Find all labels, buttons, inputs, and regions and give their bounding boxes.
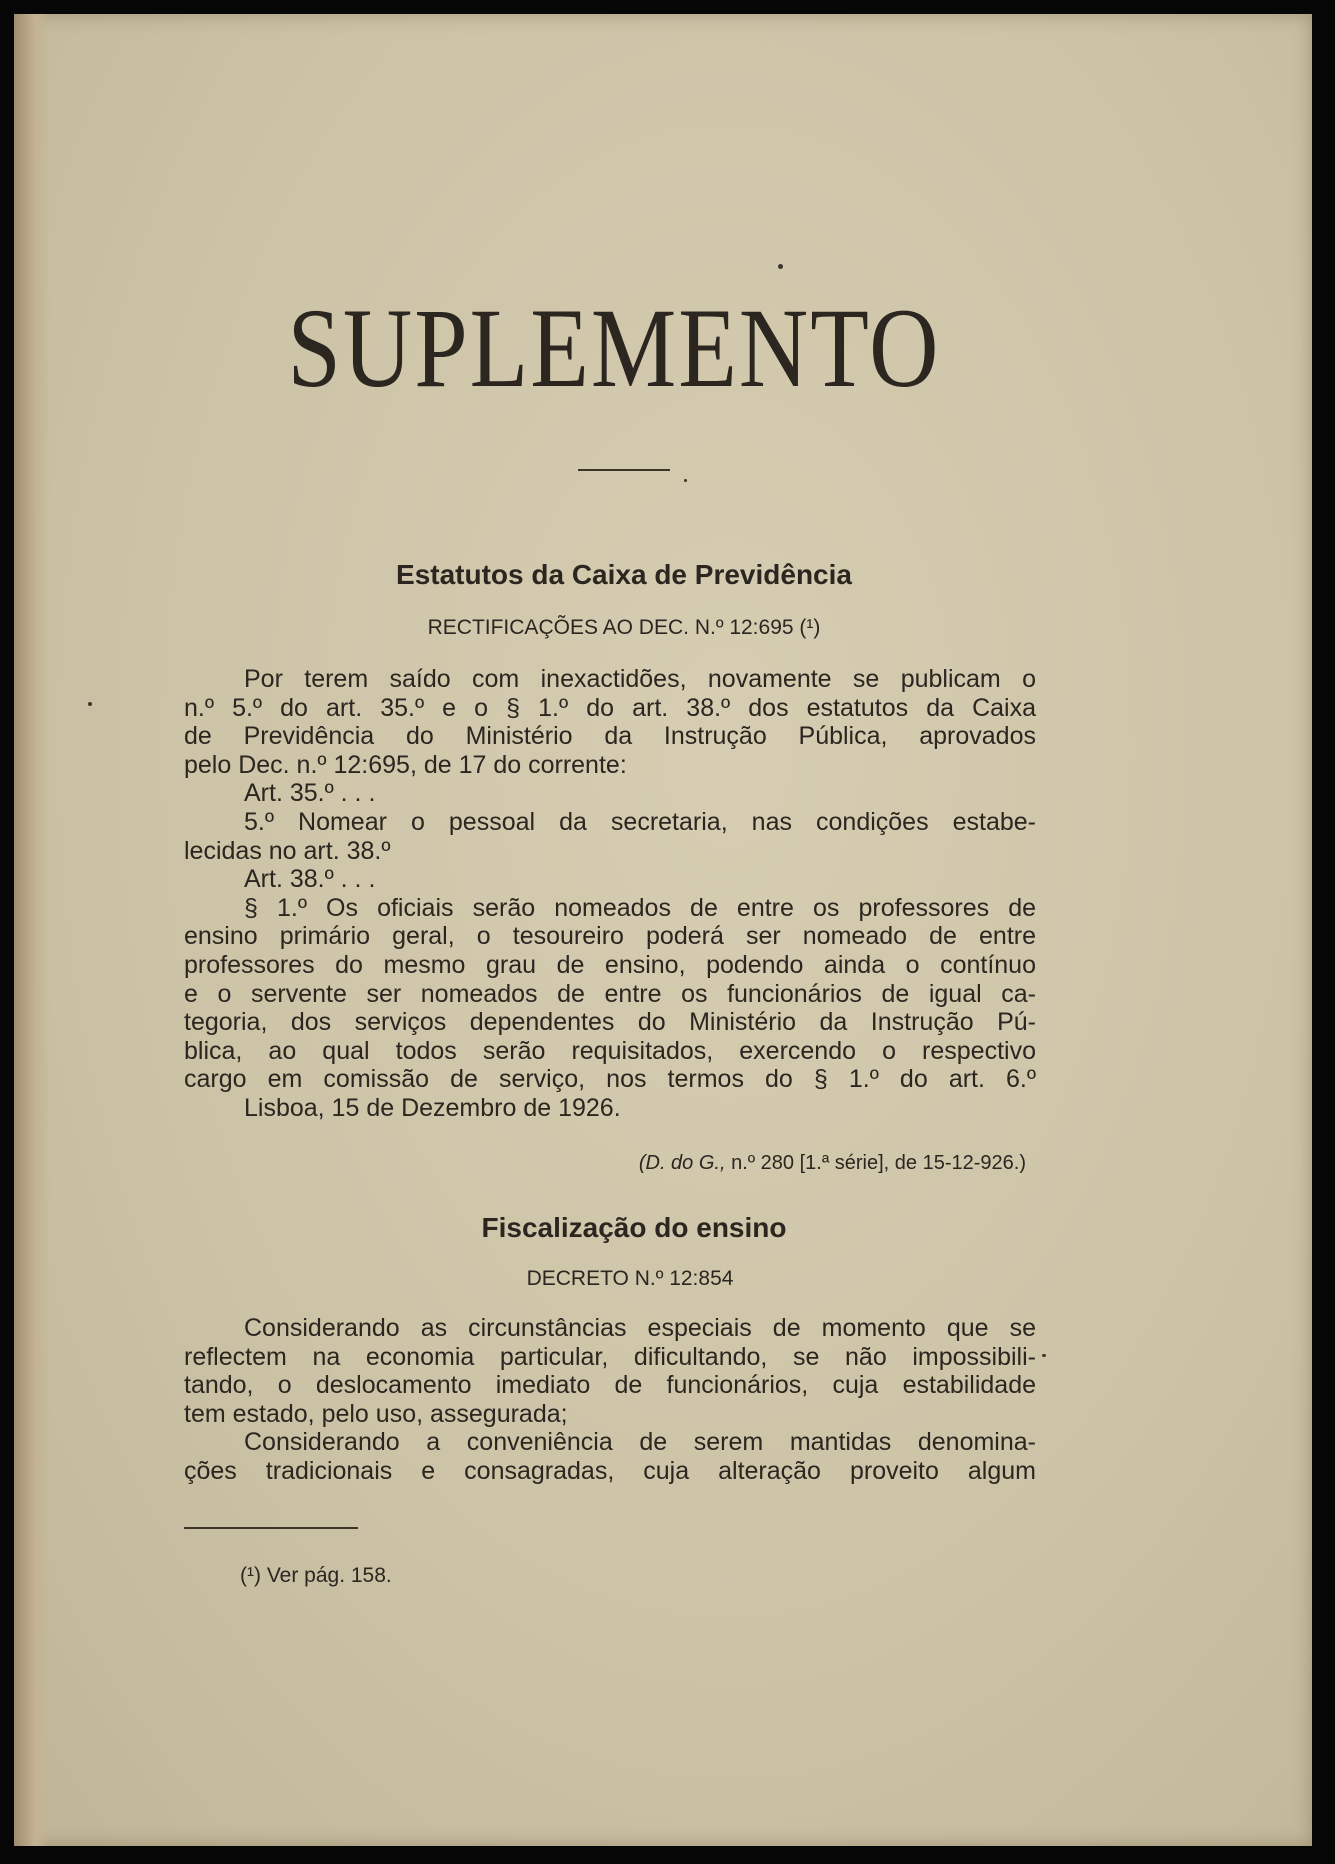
- section2-body: [184, 1314, 1036, 1486]
- ink-speck: [1042, 1354, 1046, 1357]
- section1-line: de Previdência do Ministério da Instrução Pública, aprovados: [184, 722, 1036, 751]
- section2-line: tem estado, pelo uso, assegurada;: [184, 1399, 568, 1428]
- document-page: [14, 14, 1312, 1846]
- section2-line: reflectem na economia particular, dificultando, se não impossibili-: [184, 1342, 1036, 1371]
- ink-speck: [88, 702, 92, 706]
- section1-line: cargo em comissão de serviço, nos termos do § 1.º do art. 6.º: [184, 1065, 1036, 1094]
- section1-line: Por terem saído com inexactidões, novamente se publicam o: [244, 665, 1036, 693]
- section1-line: tegoria, dos serviços dependentes do Ministério da Instrução Pú-: [184, 1008, 1036, 1037]
- section2-line: Considerando a conveniência de serem mantidas denomina-: [244, 1428, 1036, 1457]
- ink-speck: [684, 479, 687, 482]
- section1-line: pelo Dec. n.º 12:695, de 17 do corrente:: [184, 750, 627, 779]
- section2-line: ções tradicionais e consagradas, cuja alteração proveito algum: [184, 1456, 1036, 1485]
- section1-line: Art. 35.º . . .: [244, 779, 376, 808]
- title-divider: [578, 469, 670, 471]
- section2-heading: Fiscalização do ensino: [481, 1212, 787, 1243]
- section2-line: tando, o deslocamento imediato de funcionários, cuja estabilidade: [184, 1371, 1036, 1400]
- footnote-divider: [184, 1527, 358, 1529]
- section1-line: Art. 38.º . . .: [244, 865, 376, 894]
- citation-details: n.º 280 [1.ª série], de 15-12-926.): [731, 1152, 1026, 1174]
- section1-body: [184, 665, 1036, 1123]
- ink-speck: [778, 264, 783, 269]
- section1-line: Lisboa, 15 de Dezembro de 1926.: [244, 1093, 621, 1122]
- section1-line: ensino primário geral, o tesoureiro poderá ser nomeado de entre: [184, 922, 1036, 951]
- section2-subheading: DECRETO N.º 12:854: [526, 1267, 734, 1290]
- section1-heading: Estatutos da Caixa de Previdência: [396, 559, 852, 590]
- section1-line: 5.º Nomear o pessoal da secretaria, nas condições estabe-: [244, 807, 1036, 836]
- section1-line: n.º 5.º do art. 35.º e o § 1.º do art. 38.º dos estatutos da Caixa: [184, 693, 1036, 722]
- footnote: (¹) Ver pág. 158.: [240, 1564, 392, 1587]
- section1-line: blica, ao qual todos serão requisitados, exercendo o respectivo: [184, 1036, 1036, 1065]
- section1-line: professores do mesmo grau de ensino, podendo ainda o contínuo: [184, 950, 1036, 979]
- citation-source: (D. do G.,: [638, 1152, 726, 1174]
- section1-line: e o servente ser nomeados de entre os funcionários de igual ca-: [184, 979, 1036, 1008]
- section1-line: § 1.º Os oficiais serão nomeados de entre os professores de: [244, 893, 1036, 922]
- section1-line: lecidas no art. 38.º: [184, 836, 391, 865]
- section1-citation: [414, 1152, 1026, 1175]
- section2-line: Considerando as circunstâncias especiais de momento que se: [244, 1314, 1036, 1342]
- section1-subheading: RECTIFICAÇÕES AO DEC. N.º 12:695 (¹): [427, 616, 821, 639]
- page-title: SUPLEMENTO: [287, 284, 941, 411]
